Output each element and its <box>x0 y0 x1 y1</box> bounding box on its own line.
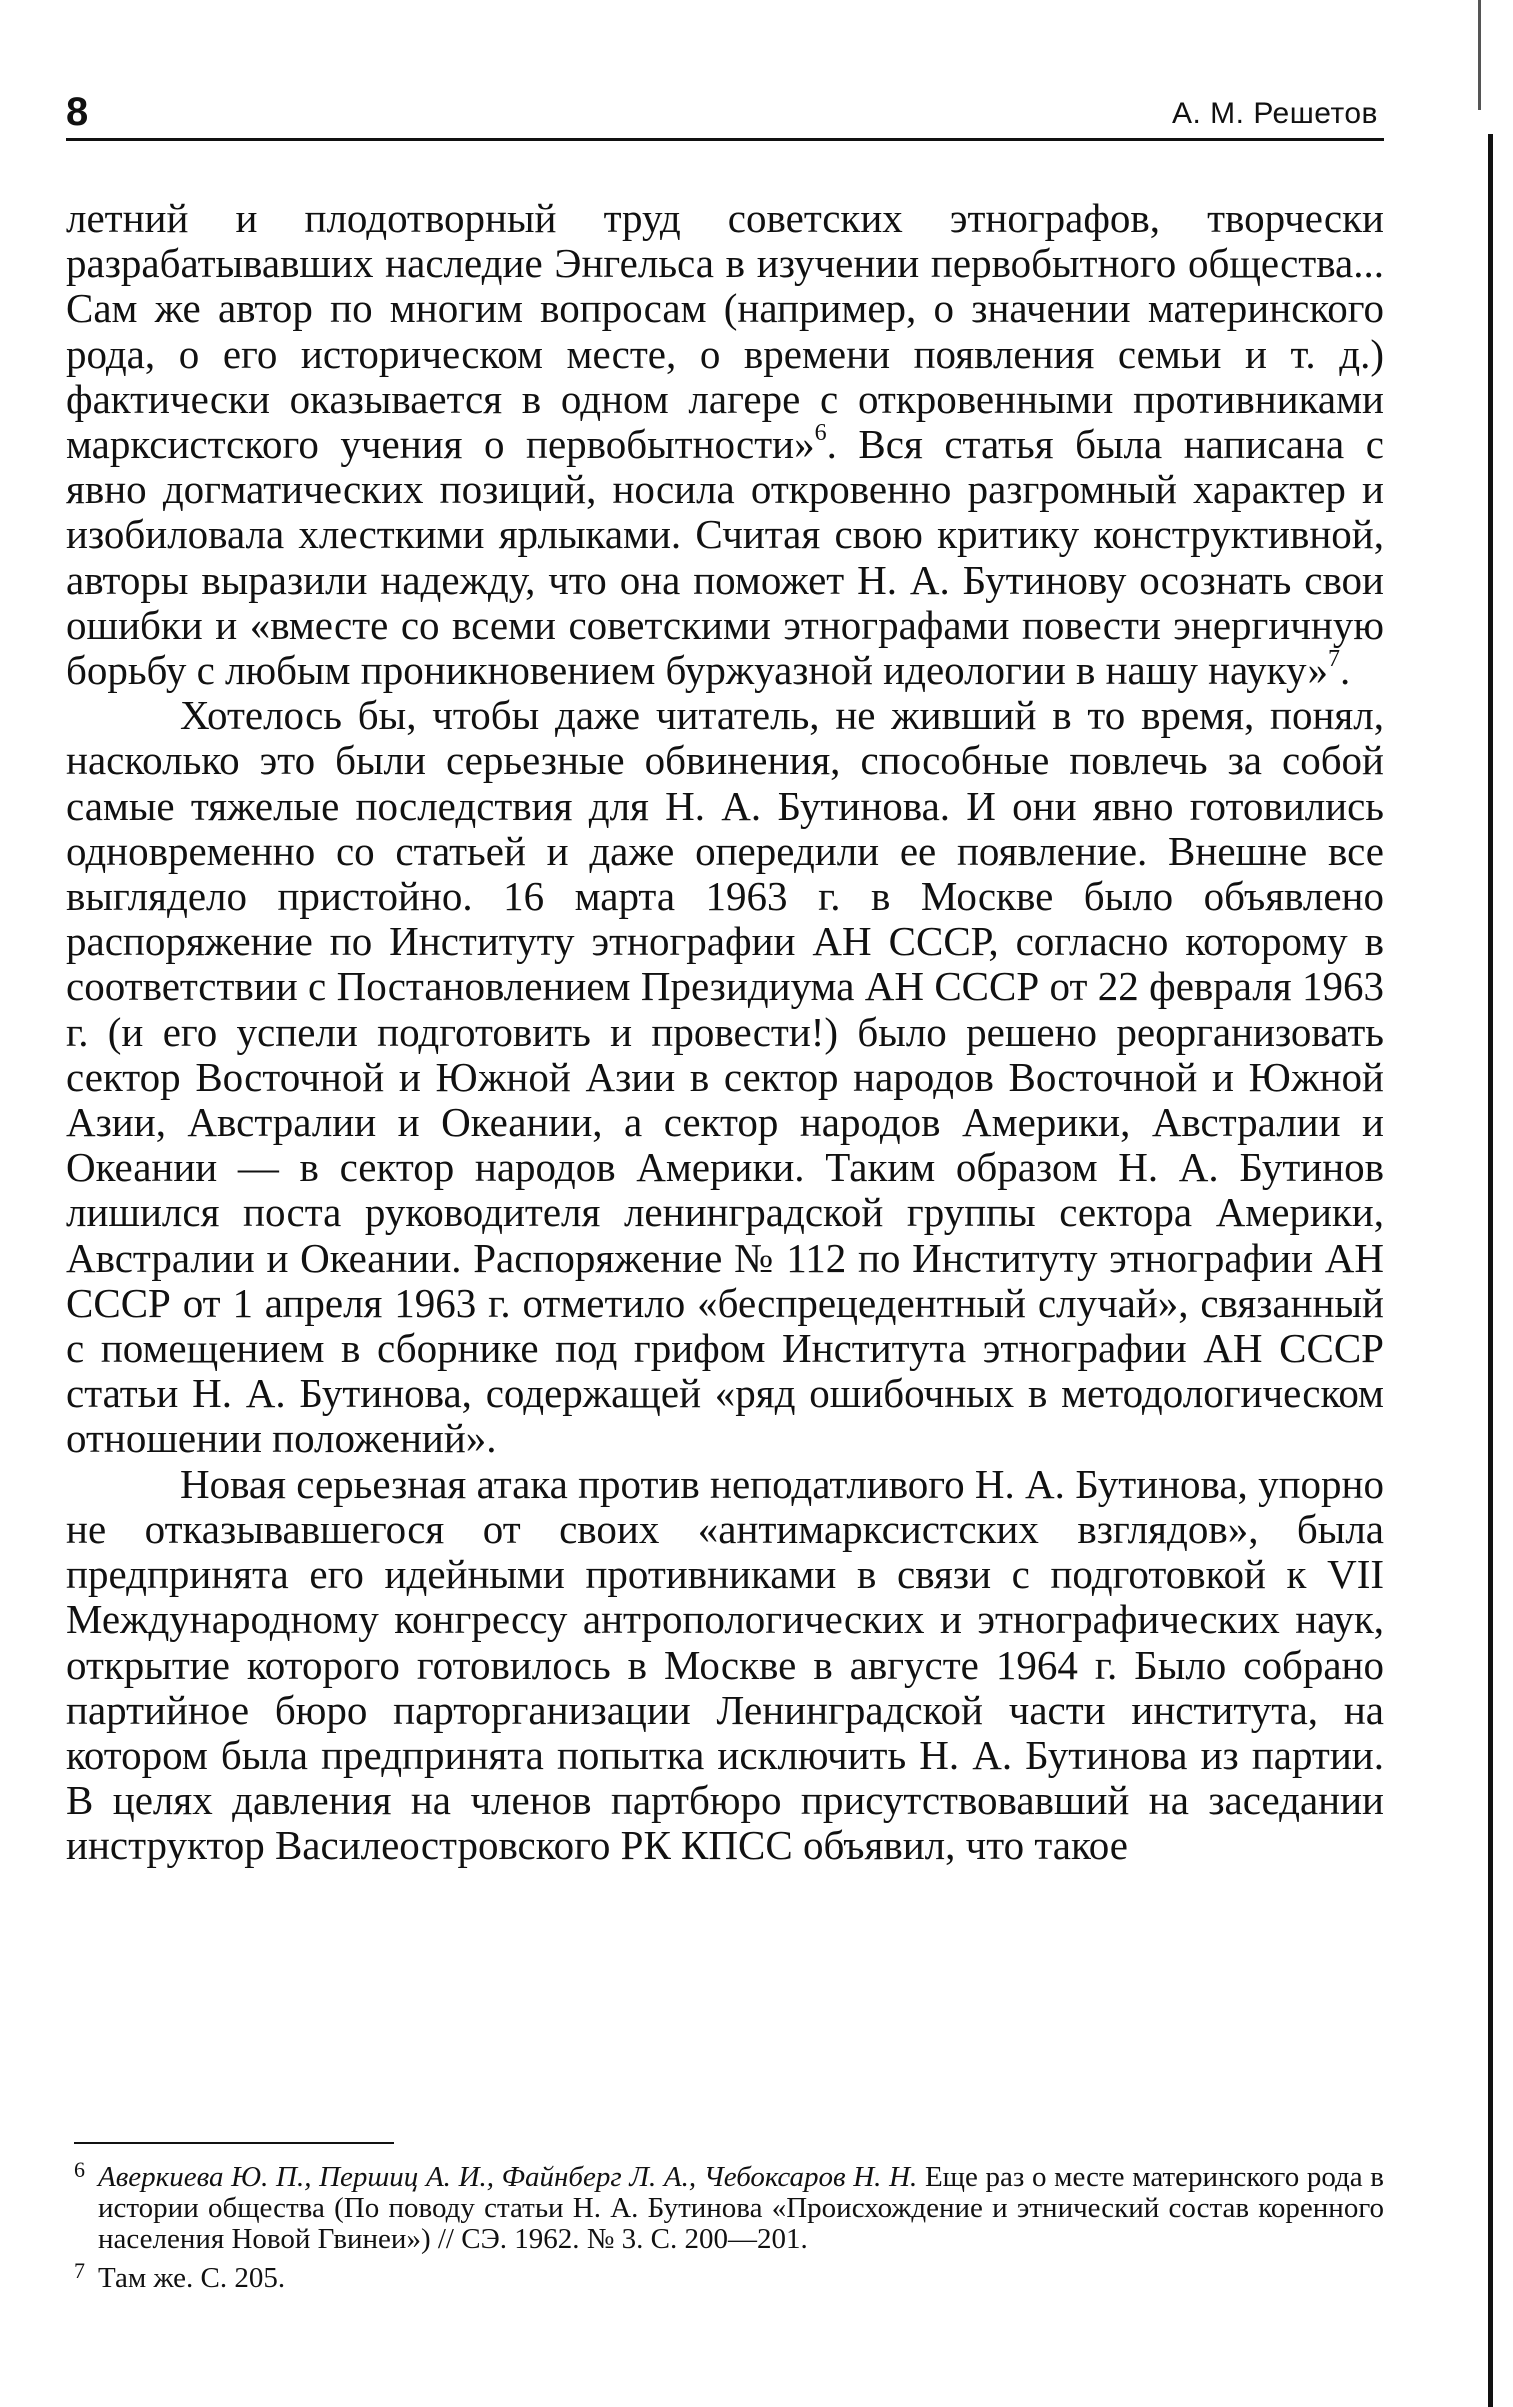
paragraph-3: Новая серьезная атака против неподатливого Н. А. Бутинова, упорно не отказывавшегося от своих «антимарксистских взглядов», была предпринята его идейными противниками в связи с подготовкой к VII Международному конгрессу антропологических и этнографических наук, открытие которого готовилось в Москве в августе 1964 г. Было собрано партийное бюро парторганизации Ленинградской части института, на котором была предпринята попытка исключить Н. А. Бутинова из партии. В целях давления на членов партбюро присутствовавший на заседании инструктор Василеостровского РК КПСС объявил, что такое <box>66 1460 1384 1869</box>
paragraph-1-text-c: . <box>1340 647 1351 694</box>
paragraph-1-text-a: летний и плодотворный труд советских этнографов, творчески разрабатывавших наследие Энгельса в изучении первобытного общества... Сам же автор по многим вопросам (например, о значении материнского рода, о его историческом месте, о времени появления семьи и т. д.) фактически оказывается в одном лагере с откровенными противниками марксистского учения о первобытности» <box>66 195 1384 468</box>
page-header <box>66 86 1384 141</box>
footnote-separator <box>74 2142 394 2144</box>
footnote-6-mark: 6 <box>74 2157 85 2182</box>
footnote-6 <box>74 2157 1385 2255</box>
paragraph-1-text-b: . Вся статья была написана с явно догматических позиций, носила откровенно разгромный характер и изобиловала хлесткими ярлыками. Считая свою критику конструктивной, авторы выразили надежду, что она поможет Н. А. Бутинову осознать свои ошибки и «вместе со всеми советскими этнографами повести энергичную борьбу с любым проникновением буржуазной идеологии в нашу науку» <box>66 421 1384 694</box>
footnote-7 <box>74 2258 1384 2294</box>
footnote-7-text: Там же. С. 205. <box>98 2262 286 2294</box>
footnote-6-authors: Аверкиева Ю. П., Першиц А. И., Файнберг Л. А., Чебоксаров Н. Н. <box>98 2161 918 2193</box>
footnotes <box>74 2157 1385 2302</box>
footnote-6-text: Еще раз о месте материнского рода в истории общества (По поводу статьи Н. А. Бутинова «Происхождение и этнический состав коренного населения Новой Гвинеи») // СЭ. 1962. № 3. С. 200—201. <box>98 2161 1385 2255</box>
scan-edge-mark <box>1478 0 1481 110</box>
footnote-ref-7: 7 <box>1328 646 1340 673</box>
paragraph-1 <box>66 196 1384 693</box>
footnote-ref-6: 6 <box>814 420 827 447</box>
running-head: А. М. Решетов <box>1172 97 1378 130</box>
page-number: 8 <box>66 90 89 134</box>
main-text <box>66 196 1384 1869</box>
paragraph-2: Хотелось бы, чтобы даже читатель, не живший в то время, понял, насколько это были серьезные обвинения, способные повлечь за собой самые тяжелые последствия для Н. А. Бутинова. И они явно готовились одновременно со статьей и даже опередили ее появление. Внешне все выглядело пристойно. 16 марта 1963 г. в Москве было объявлено распоряжение по Институту этнографии АН СССР, согласно которому в соответствии с Постановлением Президиума АН СССР от 22 февраля 1963 г. (и его успели подготовить и провести!) было решено реорганизовать сектор Восточной и Южной Азии в сектор народов Восточной и Южной Азии, Австралии и Океании, а сектор народов Америки, Австралии и Океании — в сектор народов Америки. Таким образом Н. А. Бутинов лишился поста руководителя ленинградской группы сектора Америки, Австралии и Океании. Распоряжение № 112 по Институту этнографии АН СССР от 1 апреля 1963 г. отметило «беспрецедентный случай», связанный с помещением в сборнике под грифом Института этнографии АН СССР статьи Н. А. Бутинова, содержащей «ряд ошибочных в методологическом отношении положений». <box>66 692 1384 1462</box>
footnote-7-mark: 7 <box>74 2258 85 2283</box>
scan-binding-edge <box>1488 134 1493 2407</box>
